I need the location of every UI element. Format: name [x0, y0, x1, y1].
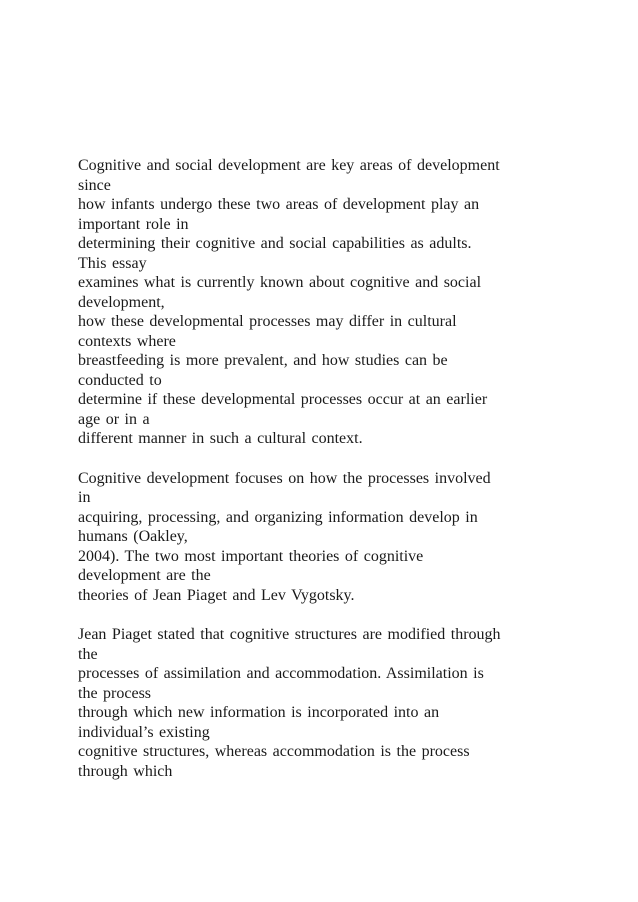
paragraph-cognitive-social-intro	[78, 156, 578, 449]
text-line: contexts where	[78, 332, 176, 350]
text-line: development are the	[78, 567, 211, 584]
text-line: through which	[78, 762, 173, 780]
text-line: cognitive structures, whereas accommodation is the process	[78, 743, 470, 760]
text-line: different manner in such a cultural context.	[78, 430, 363, 447]
text-line: age or in a	[78, 410, 150, 428]
text-line: determine if these developmental processes occur at an earlier	[78, 391, 488, 408]
text-line: breastfeeding is more prevalent, and how studies can be	[78, 352, 448, 369]
text-line: the process	[78, 684, 152, 702]
document-body	[78, 156, 578, 781]
text-line: the	[78, 645, 98, 663]
text-line: processes of assimilation and accommodation. Assimilation is	[78, 665, 484, 682]
text-line: humans (Oakley,	[78, 528, 188, 545]
text-line: development,	[78, 293, 165, 311]
text-line: determining their cognitive and social capabilities as adults.	[78, 235, 472, 252]
text-line: how these developmental processes may differ in cultural	[78, 313, 457, 330]
text-line: acquiring, processing, and organizing information develop in	[78, 508, 478, 526]
text-line: in	[78, 489, 91, 506]
text-line: how infants undergo these two areas of development play an	[78, 196, 480, 213]
paragraph-spacer	[78, 449, 578, 469]
paragraph-piaget	[78, 625, 578, 781]
text-line: conducted to	[78, 371, 162, 389]
text-line: 2004). The two most important theories of cognitive	[78, 547, 424, 565]
text-line: theories of Jean Piaget and Lev Vygotsky.	[78, 586, 355, 604]
paragraph-cognitive-development	[78, 469, 578, 606]
text-line: This essay	[78, 254, 147, 272]
text-line: important role in	[78, 215, 189, 233]
text-line: Cognitive development focuses on how the processes involved	[78, 469, 491, 487]
text-line: examines what is currently known about cognitive and social	[78, 274, 482, 291]
text-line: since	[78, 176, 111, 194]
text-line: Jean Piaget stated that cognitive structures are modified through	[78, 626, 501, 643]
text-line: through which new information is incorporated into an	[78, 704, 440, 721]
paragraph-spacer	[78, 605, 578, 625]
text-line: Cognitive and social development are key areas of development	[78, 157, 500, 174]
text-line: individual’s existing	[78, 723, 210, 741]
